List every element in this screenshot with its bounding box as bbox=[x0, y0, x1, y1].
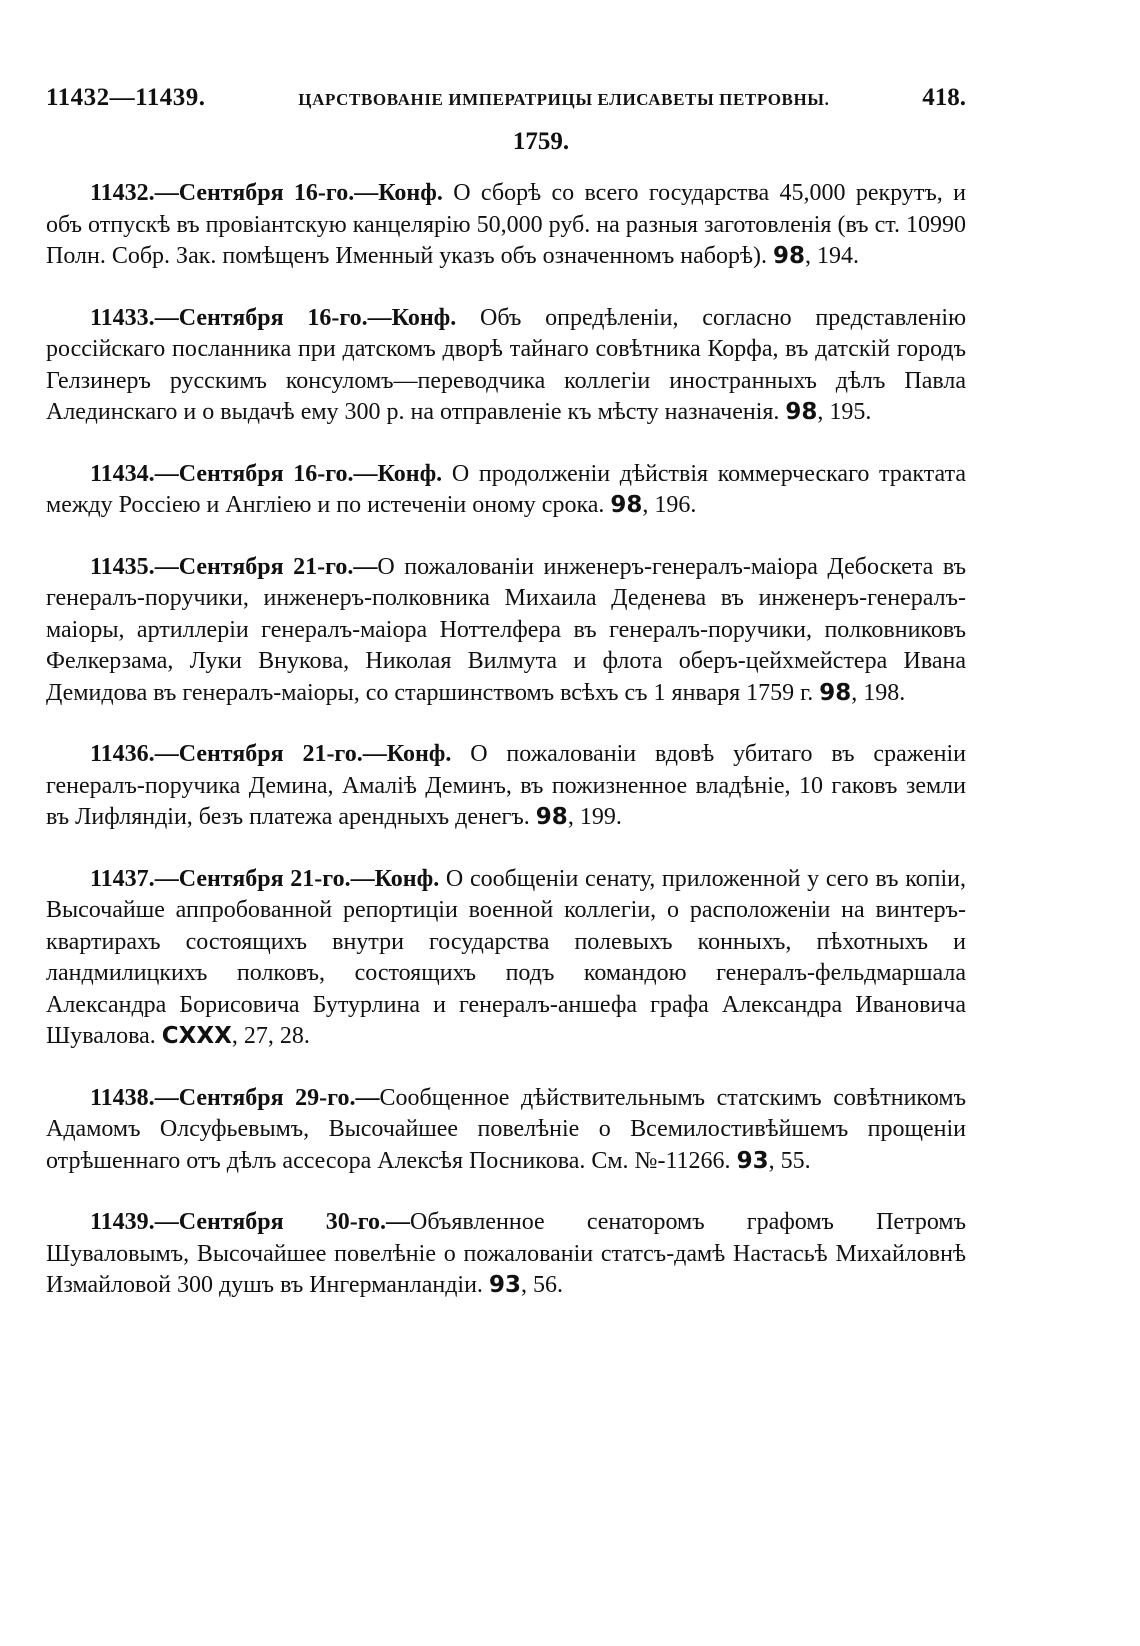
page-reference: , 27, 28. bbox=[231, 1023, 310, 1049]
entry-text: Сообщенное дѣйствительнымъ статскимъ совѣтникомъ Адамомъ Олсуфьевымъ, Высочайшее повелѣніе о Всемилостивѣйшемъ прощеніи отрѣшеннаго отъ дѣлъ ассесора Алексѣя Посникова. См. №-11266. bbox=[46, 1084, 967, 1174]
entry-11436 bbox=[46, 739, 966, 834]
page-reference: , 196. bbox=[642, 492, 697, 518]
entry-11438 bbox=[46, 1083, 966, 1178]
year-heading: 1759. bbox=[512, 128, 570, 155]
page-reference: , 194. bbox=[804, 243, 859, 269]
volume-reference: 98 bbox=[772, 243, 805, 269]
volume-reference: 98 bbox=[785, 399, 818, 425]
entry-text: Объявленное сенаторомъ графомъ Петромъ Шуваловымъ, Высочайшее повелѣніе о пожалованіи статсъ-дамѣ Настасьѣ Михайловнѣ Измайловой 300 душъ въ Ингерманландіи. bbox=[46, 1209, 966, 1298]
entry-number: 11434. bbox=[90, 460, 155, 487]
entry-number: 11436. bbox=[90, 741, 155, 767]
volume-reference: 93 bbox=[488, 1272, 521, 1298]
document-page bbox=[46, 84, 966, 1332]
entry-date: —Сентября 16-го.—Конф. bbox=[154, 460, 443, 487]
entry-number: 11432. bbox=[90, 180, 155, 206]
entry-date: —Сентября 21-го.— bbox=[154, 553, 378, 580]
entry-date: —Сентября 30-го.— bbox=[154, 1209, 411, 1235]
volume-reference: 93 bbox=[736, 1147, 769, 1174]
entry-text: О продолженіи дѣйствія коммерческаго трактата между Россіею и Англіею и по истеченіи оному срока. bbox=[46, 460, 967, 518]
entry-11432 bbox=[46, 178, 966, 273]
entry-11433 bbox=[46, 303, 966, 429]
entry-11434 bbox=[46, 459, 966, 522]
running-title: ЦАРСТВОВАНІЕ ИМПЕРАТРИЦЫ ЕЛИСАВЕТЫ ПЕТРОВНЫ. bbox=[298, 90, 830, 109]
volume-reference: 98 bbox=[819, 679, 852, 706]
entry-date: —Сентября 29-го.— bbox=[154, 1084, 380, 1111]
entry-date: —Сентября 21-го.—Конф. bbox=[154, 741, 452, 767]
entry-text: О пожалованіи вдовѣ убитаго въ сраженіи генералъ-поручика Демина, Амаліѣ Деминъ, въ пожизненное владѣніе, 10 гаковъ земли въ Лифляндіи, безъ платежа арендныхъ денегъ. bbox=[46, 741, 966, 830]
entry-number: 11433. bbox=[90, 304, 155, 331]
entry-text: О сообщеніи сенату, приложенной у сего въ копіи, Высочайше аппробованной репортиціи военной коллегіи, о расположеніи на винтеръ-квартирахъ состоящихъ внутри государства полевыхъ конныхъ, пѣхотныхъ и ландмилицкихъ полковъ, состоящихъ подъ командою генералъ-фельдмаршала Александра Борисовича Бутурлина и генералъ-аншефа графа Александра Ивановича Шувалова. bbox=[46, 865, 967, 1049]
entry-11435 bbox=[46, 552, 966, 710]
entry-number: 11439. bbox=[90, 1209, 155, 1235]
entry-number: 11437. bbox=[90, 865, 155, 892]
entry-date: —Сентября 16-го.—Конф. bbox=[154, 180, 443, 206]
volume-reference: 98 bbox=[610, 492, 643, 518]
page-reference: , 56. bbox=[520, 1272, 563, 1298]
page-reference: , 55. bbox=[768, 1147, 811, 1174]
page-number: 418. bbox=[922, 84, 966, 111]
page-reference: , 198. bbox=[851, 679, 906, 706]
entry-date: —Сентября 16-го.—Конф. bbox=[154, 304, 457, 331]
volume-reference: CXXX bbox=[161, 1023, 232, 1049]
entry-11437 bbox=[46, 864, 966, 1053]
entry-11439 bbox=[46, 1207, 966, 1302]
entry-text: Объ опредѣленіи, согласно представленію россійскаго посланника при датскомъ дворѣ тайнаго совѣтника Корфа, въ датскій городъ Гелзинеръ русскимъ консуломъ—переводчика коллегіи иностранныхъ дѣлъ Павла Алединскаго и о выдачѣ ему 300 р. на отправленіе къ мѣсту назначенія. bbox=[46, 304, 966, 425]
page-reference: , 195. bbox=[817, 399, 872, 425]
entry-text: О пожалованіи инженеръ-генералъ-маіора Дебоскета въ генералъ-поручики, инженеръ-полковника Михаила Деденева въ инженеръ-генералъ-маіоры, артиллеріи генералъ-маіора Ноттелфера въ генералъ-поручики, полковниковъ Фелкерзама, Луки Внукова, Николая Вилмута и флота оберъ-цейхмейстера Ивана Демидова въ генералъ-маіоры, со старшинствомъ всѣхъ съ 1 января 1759 г. bbox=[46, 553, 967, 706]
entry-date: —Сентября 21-го.—Конф. bbox=[154, 865, 440, 892]
page-reference: , 199. bbox=[567, 804, 622, 830]
running-head bbox=[46, 84, 966, 118]
entry-text: О сборѣ со всего государства 45,000 рекрутъ, и объ отпускѣ въ провіантскую канцелярію 50,000 руб. на разныя заготовленія (въ ст. 10990 Полн. Собр. Зак. помѣщенъ Именный указъ объ означенномъ наборѣ). bbox=[46, 180, 966, 269]
entry-number: 11438. bbox=[90, 1084, 155, 1111]
entry-number: 11435. bbox=[90, 553, 155, 580]
volume-reference: 98 bbox=[535, 804, 568, 830]
entry-range: 11432—11439. bbox=[46, 84, 206, 111]
